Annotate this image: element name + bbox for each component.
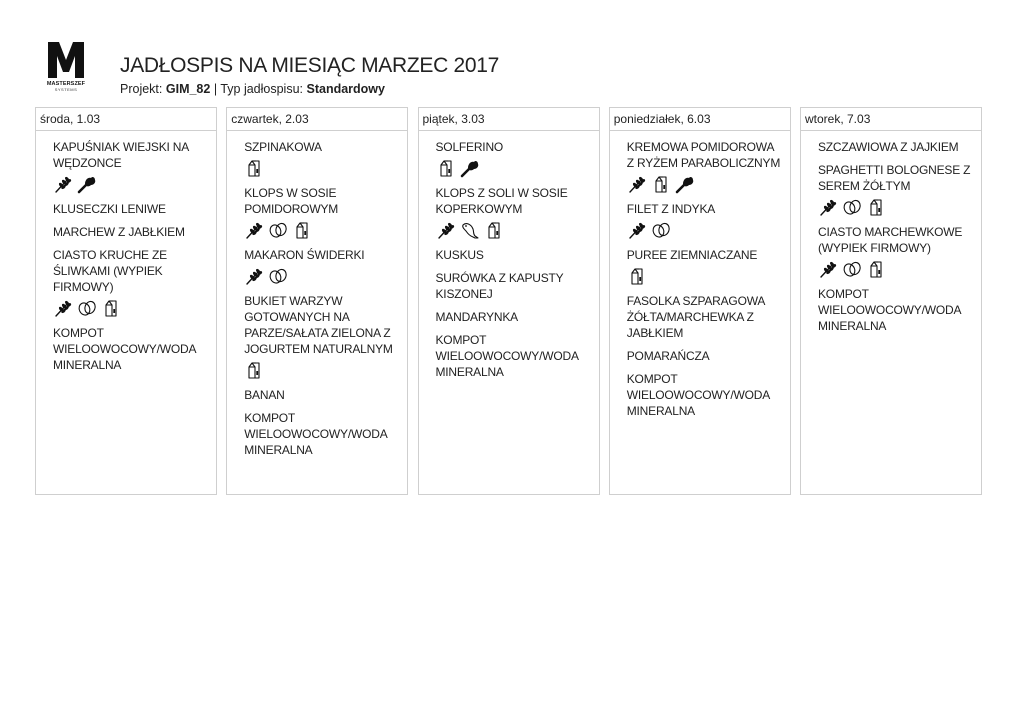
meal-item: [818, 224, 973, 279]
milk-icon: [244, 360, 264, 380]
egg-icon: [268, 220, 288, 240]
menu-columns: [35, 107, 982, 497]
allergen-icons: [244, 220, 399, 240]
gluten-icon: [244, 266, 264, 286]
allergen-icons: [244, 266, 399, 286]
meal-item: [818, 162, 973, 217]
milk-icon: [866, 197, 886, 217]
meal-name: FILET Z INDYKA: [626, 202, 716, 216]
fish-icon: [460, 220, 480, 240]
celery-icon: [77, 174, 97, 194]
meal-name: SURÓWKA Z KAPUSTY KISZONEJ: [435, 271, 564, 301]
meal-name: POMARAŃCZA: [626, 349, 710, 363]
egg-icon: [268, 266, 288, 286]
page-title: JADŁOSPIS NA MIESIĄC MARZEC 2017: [120, 54, 500, 77]
gluten-icon: [818, 197, 838, 217]
meal-item: [244, 247, 399, 286]
meal-name: SPAGHETTI BOLOGNESE Z SEREM ŻÓŁTYM: [818, 163, 971, 193]
meal-item: [244, 293, 399, 380]
meal-item: [627, 371, 782, 419]
meal-name: KOMPOT WIELOOWOCOWY/WODA MINERALNA: [435, 333, 579, 379]
page-subtitle: [120, 82, 385, 96]
egg-icon: [842, 259, 862, 279]
allergen-icons: [818, 259, 973, 279]
meal-list: [419, 131, 599, 380]
day-date: wtorek, 7.03: [801, 108, 981, 131]
meal-name: KREMOWA POMIDOROWA Z RYŻEM PARABOLICZNYM: [626, 140, 781, 170]
allergen-icons: [627, 266, 782, 286]
day-date: poniedziałek, 6.03: [610, 108, 790, 131]
gluten-icon: [818, 259, 838, 279]
meal-item: [244, 410, 399, 458]
egg-icon: [842, 197, 862, 217]
meal-name: KLOPS Z SOLI W SOSIE KOPERKOWYM: [435, 186, 568, 216]
gluten-icon: [244, 220, 264, 240]
meal-item: [436, 270, 591, 302]
day-date: czwartek, 2.03: [227, 108, 407, 131]
meal-item: [627, 201, 782, 240]
gluten-icon: [627, 174, 647, 194]
meal-item: [436, 185, 591, 240]
meal-item: [436, 139, 591, 178]
menu-type-label: Typ jadłospisu:: [220, 82, 304, 96]
meal-name: PUREE ZIEMNIACZANE: [626, 248, 758, 262]
project-value: GIM_82: [165, 82, 211, 96]
meal-item: [53, 201, 208, 217]
day-column: [226, 107, 408, 495]
allergen-icons: [818, 197, 973, 217]
meal-name: CIASTO MARCHEWKOWE (WYPIEK FIRMOWY): [818, 225, 963, 255]
meal-name: FASOLKA SZPARAGOWA ŻÓŁTA/MARCHEWKA Z JABŁKIEM: [626, 294, 765, 340]
company-logo: [46, 40, 86, 92]
logo-mark-icon: [46, 40, 86, 80]
day-date: piątek, 3.03: [419, 108, 599, 131]
meal-item: [627, 247, 782, 286]
celery-icon: [675, 174, 695, 194]
milk-icon: [484, 220, 504, 240]
celery-icon: [460, 158, 480, 178]
gluten-icon: [53, 298, 73, 318]
meal-name: KOMPOT WIELOOWOCOWY/WODA MINERALNA: [818, 287, 961, 333]
meal-name: KOMPOT WIELOOWOCOWY/WODA MINERALNA: [626, 372, 770, 418]
day-column: [609, 107, 791, 495]
meal-item: [244, 185, 399, 240]
meal-name: BUKIET WARZYW GOTOWANYCH NA PARZE/SAŁATA ZIELONA Z JOGURTEM NATURALNYM: [244, 294, 393, 356]
day-date: środa, 1.03: [36, 108, 216, 131]
meal-item: [244, 139, 399, 178]
meal-name: MARCHEW Z JABŁKIEM: [53, 225, 185, 239]
meal-item: [818, 286, 973, 334]
meal-item: [627, 348, 782, 364]
allergen-icons: [53, 298, 208, 318]
meal-name: KOMPOT WIELOOWOCOWY/WODA MINERALNA: [244, 411, 387, 457]
egg-icon: [651, 220, 671, 240]
allergen-icons: [436, 220, 591, 240]
meal-name: KAPUŚNIAK WIEJSKI NA WĘDZONCE: [53, 140, 189, 170]
meal-item: [53, 139, 208, 194]
meal-name: CIASTO KRUCHE ZE ŚLIWKAMI (WYPIEK FIRMOWY): [53, 248, 167, 294]
day-column: [418, 107, 600, 495]
allergen-icons: [244, 360, 399, 380]
meal-name: KUSKUS: [435, 248, 484, 262]
menu-type-value: Standardowy: [306, 82, 385, 96]
allergen-icons: [627, 220, 782, 240]
milk-icon: [651, 174, 671, 194]
meal-item: [436, 309, 591, 325]
meal-name: MANDARYNKA: [435, 310, 518, 324]
meal-item: [436, 247, 591, 263]
meal-name: SZCZAWIOWA Z JAJKIEM: [818, 140, 959, 154]
meal-item: [53, 247, 208, 318]
gluten-icon: [627, 220, 647, 240]
meal-name: SZPINAKOWA: [244, 140, 322, 154]
allergen-icons: [244, 158, 399, 178]
meal-name: KOMPOT WIELOOWOCOWY/WODA MINERALNA: [53, 326, 196, 372]
meal-item: [244, 387, 399, 403]
meal-name: MAKARON ŚWIDERKI: [244, 248, 365, 262]
subtitle-separator: |: [213, 82, 218, 96]
day-column: [800, 107, 982, 495]
meal-list: [36, 131, 216, 373]
meal-list: [801, 131, 981, 334]
logo-sub-text: SYSTEMS: [54, 87, 78, 92]
gluten-icon: [53, 174, 73, 194]
meal-name: KLOPS W SOSIE POMIDOROWYM: [244, 186, 339, 216]
milk-icon: [101, 298, 121, 318]
allergen-icons: [627, 174, 782, 194]
milk-icon: [244, 158, 264, 178]
milk-icon: [436, 158, 456, 178]
egg-icon: [77, 298, 97, 318]
milk-icon: [627, 266, 647, 286]
meal-name: SOLFERINO: [435, 140, 504, 154]
meal-item: [53, 224, 208, 240]
meal-item: [818, 139, 973, 155]
meal-item: [627, 293, 782, 341]
day-column: [35, 107, 217, 495]
meal-name: BANAN: [244, 388, 285, 402]
meal-list: [227, 131, 407, 458]
logo-brand-text: MASTERSZEF: [46, 81, 86, 87]
milk-icon: [292, 220, 312, 240]
meal-list: [610, 131, 790, 419]
meal-name: KLUSECZKI LENIWE: [53, 202, 166, 216]
meal-item: [627, 139, 782, 194]
project-label: Projekt:: [120, 82, 163, 96]
gluten-icon: [436, 220, 456, 240]
allergen-icons: [53, 174, 208, 194]
meal-item: [436, 332, 591, 380]
allergen-icons: [436, 158, 591, 178]
milk-icon: [866, 259, 886, 279]
meal-item: [53, 325, 208, 373]
